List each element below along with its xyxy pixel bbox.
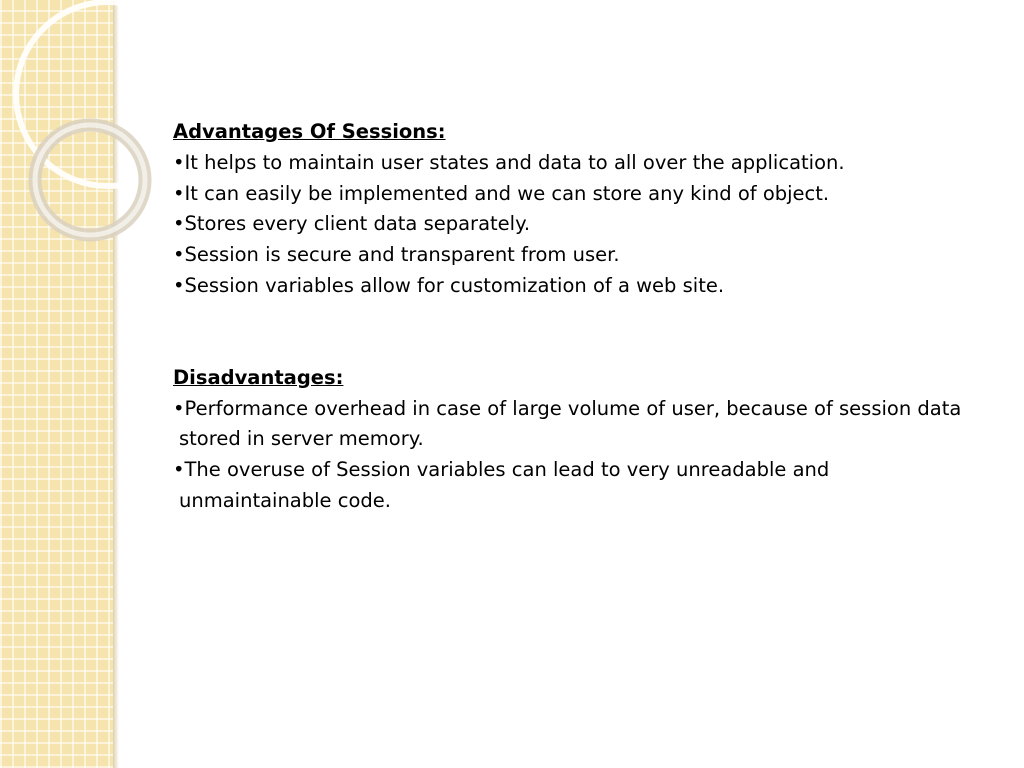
advantages-heading: Advantages Of Sessions: [173, 120, 446, 143]
disadvantage-item-line: •The overuse of Session variables can lead to very unreadable and [173, 458, 830, 482]
advantage-item: •Session is secure and transparent from user. [173, 243, 620, 267]
disadvantage-item-line: •Performance overhead in case of large volume of user, because of session data [173, 396, 962, 420]
advantage-item: •Session variables allow for customization of a web site. [173, 273, 725, 297]
side-panel-shadow [113, 0, 119, 768]
disadvantage-item-continuation: unmaintainable code. [179, 488, 391, 512]
disadvantage-item [173, 455, 1003, 517]
disadvantage-item-continuation: stored in server memory. [179, 427, 424, 451]
advantage-item: •Stores every client data separately. [173, 212, 531, 236]
slide-content [173, 117, 1003, 517]
advantage-item: •It can easily be implemented and we can store any kind of object. [173, 181, 830, 205]
advantage-item: •It helps to maintain user states and data to all over the application. [173, 150, 845, 174]
decorative-side-panel [0, 0, 113, 768]
section-spacer [173, 302, 1003, 363]
disadvantage-item [173, 394, 1003, 456]
advantages-section [173, 117, 1003, 302]
disadvantages-section [173, 363, 1003, 517]
disadvantages-heading: Disadvantages: [173, 365, 344, 389]
